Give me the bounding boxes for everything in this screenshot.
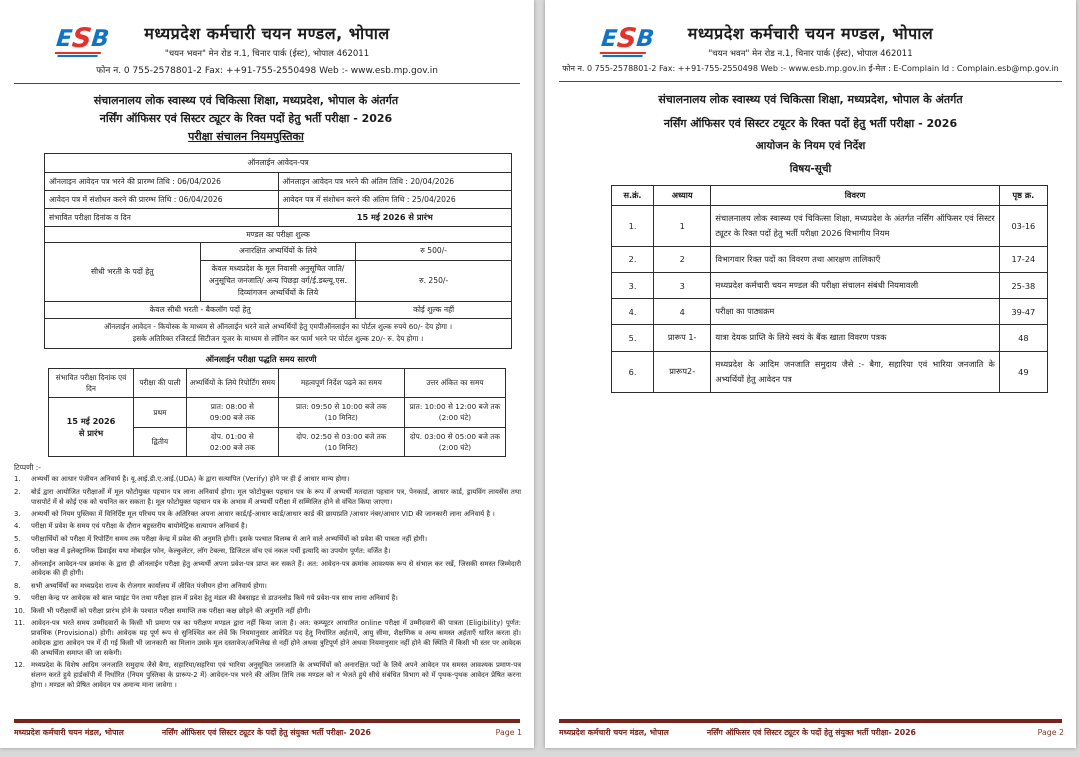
schedule-header-shift: परीक्षा की पाली [133, 368, 186, 398]
application-start-date: ऑनलाइन आवेदन पत्र भरने की प्रारम्भ तिथि : 06/04/2026 [45, 173, 279, 191]
note-text: मध्यप्रदेश के विशेष आदिम जनजाति समुदाय जैसे बैगा, सहारिया/सहरिया एवं भारिया अनुसूचित जनजाति के अभ्यर्थियों को अनारक्षित पदों के लिये अपने आवेदन पत्र समस्त आवश्यक प्रमाण-पत्र संलग्न करते हुये हार्डकॉपी में निर्धारित (नियम पुस्तिका के प्रारूप-2 में) आवेदन-पत्र भरने की अंतिम तिथि तक मण्डल को न भेजते हुये सीधे संबंधित विभाग को में पृथक-पृथक आवेदन प्रेषित करना होगा । मण्डल को प्रेषित आवेदन पत्र अमान्य माना जावेगा । [31, 660, 521, 689]
schedule-reporting-1-l1: प्रात: 08:00 से [210, 402, 254, 412]
header-divider [559, 81, 1062, 82]
exam-schedule-table [48, 368, 506, 458]
document-page-2 [545, 0, 1076, 748]
note-item [14, 488, 521, 508]
toc-row [612, 273, 1048, 299]
toc-header-page: पृष्ठ क्र. [999, 185, 1047, 205]
note-item [14, 594, 521, 604]
fee-portal-note-line2: इसके अतिरिक्त रजिस्टर्ड सिटीजन यूजर के माध्यम से लॉगिन कर फार्म भरने पर पोर्टल शुल्क 20/- रु. देय होगा । [132, 334, 424, 344]
note-text: ऑनलाईन आवेदन-पत्र क्रमांक के द्वारा ही ऑनलाईन परीक्षा हेतु अभ्यर्थी अपना प्रवेश-पत्र प्राप्त कर सकते हैं। अत: आवेदन-पत्र क्रमांक आवश्यक रूप से संभाल कर रखें, जिसकी समस्त जिम्मेदारी आवेदक की ही होगी। [31, 559, 521, 578]
note-number: 4. [14, 522, 21, 531]
correction-last-date: आवेदन पत्र में संशोधन करने की अंतिम तिथि : 25/04/2026 [278, 191, 512, 209]
schedule-date-line1: 15 मई 2026 [66, 415, 116, 426]
schedule-instructions-2-l2: (10 मिनिट) [324, 443, 358, 453]
toc-page-range: 48 [999, 325, 1047, 351]
fee-table-title: मण्डल का परीक्षा शुल्क [45, 227, 512, 243]
toc-description: मध्यप्रदेश के आदिम जनजाति समुदाय जैसे :- बैगा, सहारिया एवं भारिया जनजाति के अभ्यर्थियों हेतु आवेदन पत्र [711, 351, 999, 392]
schedule-instructions-2 [278, 427, 404, 457]
toc-page-range: 03-16 [999, 205, 1047, 246]
table-of-contents [611, 185, 1048, 393]
logo-letter: E [599, 26, 619, 52]
footer-org: मध्यप्रदेश कर्मचारी चयन मंडल, भोपाल [14, 728, 124, 737]
toc-serial: 3. [612, 273, 654, 299]
toc-description: यात्रा देयक प्राप्ति के लिये स्वयं के बैंक खाता विवरण पत्रक [711, 325, 999, 351]
toc-header-description: विवरण [711, 185, 999, 205]
toc-chapter: 3 [654, 273, 711, 299]
application-table-title: ऑनलाईन आवेदन-पत्र [45, 154, 512, 173]
notes-list [14, 475, 521, 690]
footer-page-number: Page 1 [495, 728, 522, 737]
schedule-answer-2-l1: दोप. 03:00 से 05:00 बजे तक [409, 431, 501, 441]
page1-headings [14, 92, 478, 146]
note-text: सभी अभ्यर्थियों का मध्यप्रदेश राज्य के रोजगार कार्यालय में जीवित पंजीयन होना अनिवार्य होगा। [31, 581, 267, 590]
page1-header [0, 0, 534, 84]
schedule-reporting-2 [186, 427, 278, 457]
toc-chapter: प्रारूप 1- [654, 325, 711, 351]
toc-page-range: 39-47 [999, 299, 1047, 325]
note-text: अभ्यर्थी का आधार पंजीयन अनिवार्य है। यू.आई.डी.ए.आई.(UDA) के द्वारा सत्यापित (Verify) होने पर ही ई आधार मान्य होगा। [31, 475, 350, 484]
note-item [14, 560, 521, 580]
note-number: 6. [14, 547, 21, 556]
toc-serial: 1. [612, 205, 654, 246]
org-contact: फोन न. 0 755-2578801-2 Fax: ++91-755-2550498 Web :- www.esb.mp.gov.in [96, 66, 438, 76]
table-of-contents-heading: विषय-सूची [789, 162, 832, 175]
doc-subtitle-line3: परीक्षा संचालन नियमपुस्तिका [188, 130, 304, 144]
schedule-answer-2-l2: (2:00 घंटे) [438, 443, 472, 453]
org-title: मध्यप्रदेश कर्मचारी चयन मण्डल, भोपाल [144, 24, 390, 43]
note-number: 2. [14, 487, 21, 496]
schedule-instructions-1-l2: (10 मिनिट) [324, 413, 358, 423]
fee-reserved-label: केवल मध्यप्रदेश के मूल निवासी अनुसूचित जाति/अनुसूचित जनजाति/ अन्य पिछड़ा वर्ग/ई.डब्ल्यू.एस. दिव्यांगजन अभ्यर्थियों के लिये [200, 260, 356, 301]
page1-footer [14, 728, 522, 738]
toc-serial: 5. [612, 325, 654, 351]
note-text: किसी भी परीक्षार्थी को परीक्षा प्रारंभ होने के पश्चात परीक्षा समाप्ति तक परीक्षा कक्ष छोड़ने की अनुमति नहीं होगी। [31, 606, 311, 615]
fee-backlog-label: केवल सीधी भरती - बैकलॉग पदों हेतु [45, 301, 356, 318]
fee-reserved-amount: रु. 250/- [356, 260, 512, 301]
footer-divider-bar [14, 719, 520, 723]
note-number: 7. [14, 559, 21, 568]
probable-exam-date-value: 15 मई 2026 से प्रारंभ [278, 209, 512, 227]
toc-row [612, 205, 1048, 246]
logo-letter: B [90, 26, 111, 52]
toc-chapter: 1 [654, 205, 711, 246]
esb-logo-icon [599, 24, 655, 60]
toc-row [612, 325, 1048, 351]
org-contact-with-email: फोन न. 0 755-2578801-2 Fax: ++91-755-2550498 Web :- www.esb.mp.gov.in ई-मेल : E-Complain Id : Complain.esb@mp.gov.in [562, 64, 1059, 73]
fee-group-label: सीधी भरती के पदों हेतु [45, 243, 201, 302]
toc-page-range: 25-38 [999, 273, 1047, 299]
schedule-shift-1: प्रथम [133, 398, 186, 428]
schedule-instructions-1-l1: प्रात: 09:50 से 10:00 बजे तक [296, 402, 387, 412]
header-divider [14, 83, 520, 84]
footer-exam-title: नर्सिंग ऑफिसर एवं सिस्टर ट्यूटर के पदों हेतु संयुक्त भर्ती परीक्षा- 2026 [706, 728, 916, 737]
toc-description: संचालनालय लोक स्वास्थ्य एवं चिकित्सा शिक्षा, मध्यप्रदेश के अंतर्गत नर्सिंग ऑफिसर एवं सिस्टर ट्यूटर के रिक्त पदों हेतु भर्ती परीक्षा 2026 विभागीय नियम [711, 205, 999, 246]
schedule-shift-2: द्वितीय [133, 427, 186, 457]
schedule-instructions-2-l1: दोप. 02:50 से 03:00 बजे तक [296, 431, 387, 441]
note-text: बोर्ड द्वारा आयोजित परीक्षाओं में मूल फोटोयुक्त पहचान पत्र लाना अनिवार्य होगा। मूल फोटोयुक्त पहचान पत्र के रूप में अभ्यर्थी मतदाता पहचान पत्र, पेनकार्ड, आधार कार्ड, ड्रायविंग लायसेंस तथा पासपोर्ट में से कोई एक को चयनित कर सकता है। मूल फोटोयुक्त पहचान पत्र के अभाव में अभ्यर्थी परीक्षा में सम्मिलित होने से वंचित किया जाएगा। [31, 487, 521, 506]
toc-description: मध्यप्रदेश कर्मचारी चयन मण्डल की परीक्षा संचालन संबंधी नियमावली [711, 273, 999, 299]
footer-exam-title: नर्सिंग ऑफिसर एवं सिस्टर ट्यूटर के पदों हेतु संयुक्त भर्ती परीक्षा- 2026 [161, 728, 371, 737]
schedule-answer-1-l1: प्रात: 10:00 से 12:00 बजे तक [409, 402, 501, 412]
footer-page-number: Page 2 [1037, 728, 1064, 737]
logo-letter: S [615, 23, 639, 54]
note-text: परीक्षा कक्ष में इलेक्ट्रानिक डिवाईस यथा मोबाईल फोन, केल्कुलेटर, लॉग टेबल्स, डिजिटल वॉच एवं नकल पर्ची इत्यादि का उपयोग पूर्णत: वर्जित है। [31, 547, 391, 556]
probable-exam-date-label: संभावित परीक्षा दिनांक व दिन [45, 209, 279, 227]
fee-unreserved-label: अनारक्षित अभ्यर्थियों के लिये [200, 243, 356, 260]
application-last-date: ऑनलाइन आवेदन पत्र भरने की अंतिम तिथि : 20/04/2026 [278, 173, 512, 191]
note-number: 9. [14, 594, 21, 603]
toc-chapter: 2 [654, 246, 711, 272]
schedule-reporting-2-l1: दोप. 01:00 से [210, 431, 254, 441]
note-text: आवेदन-पत्र भरते समय उम्मीदवारों के किसी भी प्रमाण पत्र का परीक्षण मण्डल द्वारा नहीं किया जाता है। अत: कम्प्यूटर आधारित online परीक्षा में उम्मीदवारों की पात्रता (Eligibility) पूर्णत: प्रावधिक (Provisional) होगी। आवेदक यह पूर्ण रूप से सुनिश्चित कर लेवें कि नियमानुसार आवेदित पद हेतु निर्धारित अर्हतायें, आयु सीमा, शैक्षणिक व अन्य समस्त अर्हताएँ धारित करता हो। आवेदक द्वारा आवेदन पत्र में दी गई किसी भी जानकारी का मिलान उसके मूल दस्तावेज/अभिलेख से नहीं होने अथवा त्रुटिपूर्ण होने अथवा नियमानुसार नहीं होने की स्थिति में किसी भी स्तर पर आवेदक की अभ्यर्थिता समाप्त की जा सकेगी। [31, 618, 521, 657]
note-item [14, 547, 521, 557]
exam-fee-table [44, 226, 512, 348]
footer-org: मध्यप्रदेश कर्मचारी चयन मंडल, भोपाल [559, 728, 669, 737]
fee-portal-note [45, 319, 512, 348]
document-page-1 [0, 0, 534, 748]
notes-label: टिप्पणी :- [14, 463, 41, 473]
toc-chapter: प्रारूप2- [654, 351, 711, 392]
note-item [14, 661, 521, 691]
toc-header-serial: स.क्रं. [612, 185, 654, 205]
schedule-instructions-1 [278, 398, 404, 428]
org-title: मध्यप्रदेश कर्मचारी चयन मण्डल, भोपाल [687, 24, 934, 43]
schedule-header-reporting: अभ्यर्थियों के लिये रिपोर्टिंग समय [186, 368, 278, 398]
toc-row [612, 299, 1048, 325]
doc-subtitle-line2: नर्सिंग ऑफिसर एवं सिस्टर टयूटर के रिक्त पदों हेतु भर्ती परीक्षा - 2026 [663, 116, 958, 130]
doc-subtitle-line1: संचालनालय लोक स्वास्थ्य एवं चिकित्सा शिक्षा, मध्यप्रदेश, भोपाल के अंतर्गत [93, 94, 399, 107]
schedule-header-answer: उत्तर अंकित का समय [404, 368, 505, 398]
fee-portal-note-line1: ऑनलाईन आवेदन - कियोस्क के माध्यम से ऑनलाईन भरने वाले अभ्यर्थियों हेतु एमपीऑनलाईन का पोर्टल शुल्क रुपये 60/- देय होगा । [103, 322, 453, 332]
rules-directions-heading: आयोजन के नियम एवं निर्देश [755, 140, 866, 152]
note-text: परीक्षार्थियों को परीक्षा में रिपोर्टिंग समय तक परीक्षा केन्द्र में प्रवेश की अनुमति होगी। इसके पश्चात विलम्ब से आने वाले अभ्यर्थियों को प्रवेश की पात्रता नहीं होगी। [31, 534, 428, 543]
page2-footer [559, 728, 1064, 738]
toc-serial: 6. [612, 351, 654, 392]
schedule-answer-1-l2: (2:00 घंटे) [438, 413, 472, 423]
logo-underline2 [57, 55, 97, 57]
page2-headings [565, 92, 1056, 178]
logo-letter: S [70, 23, 94, 54]
toc-description: विभागवार रिक्त पदों का विवरण तथा आरक्षण तालिकाएँ [711, 246, 999, 272]
schedule-answer-2 [404, 427, 505, 457]
schedule-date-line2: से प्रारंभ [78, 428, 104, 439]
schedule-header-date: संभावित परीक्षा दिनांक एवं दिन [49, 368, 134, 398]
org-address: "चयन भवन" मेन रोड न.1, चिनार पार्क (ईस्ट), भोपाल 462011 [164, 49, 370, 59]
doc-subtitle-line2: नर्सिंग ऑफिसर एवं सिस्टर ट्यूटर के रिक्त पदों हेतु भर्ती परीक्षा - 2026 [99, 112, 393, 126]
doc-subtitle-line1: संचालनालय लोक स्वास्थ्य एवं चिकित्सा शिक्षा, मध्यप्रदेश, भोपाल के अंतर्गत [658, 93, 963, 106]
logo-letter: B [635, 26, 656, 52]
org-address: "चयन भवन" मेन रोड न.1, चिनार पार्क (ईस्ट), भोपाल 462011 [708, 49, 913, 59]
note-number: 11. [14, 618, 25, 627]
correction-start-date: आवेदन पत्र में संशोधन करने की प्रारम्भ तिथि : 06/04/2026 [45, 191, 279, 209]
toc-chapter: 4 [654, 299, 711, 325]
toc-page-range: 49 [999, 351, 1047, 392]
note-text: अभ्यर्थी को नियम पुस्तिका में विनिर्दिष्ट मूल परिचय पत्र के अतिरिक्त अपना आधार कार्ड/ई-आधार कार्ड/आधार कार्ड की छायाप्रति /आधार नंबर/आधार VID की जानकारी लाना अनिवार्य है । [31, 510, 495, 518]
schedule-date-cell [49, 398, 134, 457]
note-text: परीक्षा में प्रवेश के समय एवं परीक्षा के दौरान बहुस्तरीय बायोमेट्रिक सत्यापन अनिवार्य है। [31, 522, 248, 531]
note-item [14, 510, 521, 520]
fee-backlog-amount: कोई शुल्क नहीं [356, 301, 512, 318]
toc-serial: 2. [612, 246, 654, 272]
schedule-header-instructions: महत्वपूर्ण निर्देश पढ़ने का समय [278, 368, 404, 398]
schedule-reporting-1 [186, 398, 278, 428]
toc-description: परीक्षा का पाठ्यक्रम [711, 299, 999, 325]
footer-divider-bar [559, 719, 1062, 723]
note-number: 10. [14, 606, 25, 615]
note-number: 12. [14, 660, 25, 669]
note-item [14, 535, 521, 545]
esb-logo-icon [54, 24, 110, 60]
toc-serial: 4. [612, 299, 654, 325]
note-number: 5. [14, 534, 21, 543]
toc-page-range: 17-24 [999, 246, 1047, 272]
toc-header-row [612, 185, 1048, 205]
note-number: 1. [14, 475, 21, 484]
note-item [14, 582, 521, 592]
note-number: 3. [14, 510, 21, 518]
logo-underline2 [602, 55, 642, 57]
schedule-answer-1 [404, 398, 505, 428]
toc-row [612, 246, 1048, 272]
fee-unreserved-amount: रु 500/- [356, 243, 512, 260]
toc-header-chapter: अध्याय [654, 185, 711, 205]
note-number: 8. [14, 581, 21, 590]
schedule-table-title: ऑनलाईन परीक्षा पद्धति समय सारणी [205, 353, 317, 364]
page2-header [545, 0, 1076, 82]
online-application-table [44, 153, 512, 227]
logo-letter: E [54, 26, 74, 52]
note-item [14, 619, 521, 659]
toc-row [612, 351, 1048, 392]
schedule-reporting-1-l2: 09:00 बजे तक [209, 413, 255, 423]
note-item [14, 522, 521, 532]
note-text: परीक्षा केन्द्र पर आवेदक को बाल प्वाइंट पेन तथा परीक्षा हाल में प्रवेश हेतु मंडल की वेबसाइट से डाउनलोड किये गये प्रवेश-पत्र साथ लाना अनिवार्य है। [31, 594, 398, 603]
schedule-reporting-2-l2: 02:00 बजे तक [209, 443, 255, 453]
note-item [14, 607, 521, 617]
note-item [14, 475, 521, 485]
